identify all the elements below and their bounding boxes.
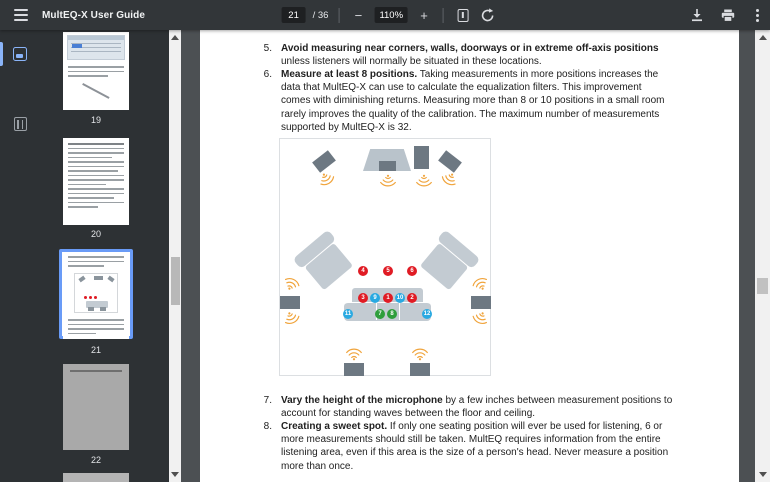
- list-text-rest: If only one seating position will ever be used for listening, 6 or more measurements should still be taken. MultEQ requires information from the entire listening area, even if this area is the size of a person's head. Never measure a position more than once.: [281, 421, 669, 472]
- mic-position-10: 10: [396, 295, 404, 301]
- list-item-5: [200, 42, 680, 68]
- rear-right-speaker: [410, 363, 430, 376]
- thumb-22-preview: [63, 364, 129, 450]
- mic-position-6: 6: [407, 266, 417, 276]
- sound-waves-icon: [467, 307, 494, 331]
- zoom-level-input[interactable]: 110%: [374, 7, 408, 23]
- sound-waves-icon: [413, 174, 435, 190]
- main-scroll-down-icon[interactable]: [759, 472, 767, 477]
- center-speaker: [379, 161, 396, 171]
- toolbar-right-controls: [688, 0, 764, 30]
- list-item-8: [200, 420, 680, 473]
- mic-position-2: 2: [407, 293, 417, 303]
- list-text: [281, 420, 673, 473]
- main-scrollbar[interactable]: [755, 30, 770, 482]
- document-title: MultEQ-X User Guide: [42, 9, 146, 21]
- thumbnail-page-21-selected[interactable]: [59, 249, 133, 339]
- thumbnail-label-21: 21: [90, 345, 101, 355]
- list-number: 8.: [263, 421, 272, 432]
- list-number: 5.: [263, 43, 272, 54]
- sidebar-rail: [0, 30, 40, 482]
- outline-view-button[interactable]: [0, 106, 40, 142]
- list-text-rest: unless listeners will normally be situated in these locations.: [281, 56, 542, 68]
- zoom-out-button[interactable]: −: [354, 7, 363, 23]
- print-button[interactable]: [719, 6, 737, 24]
- list-text-rest: Taking measurements in more positions increases the data that MultEQ-X can use to calculate the equalization filters. This improvement comes with diminishing returns. Measuring more than 8 or 10 positions in a small room rarely improves the quality of the calibration. The maximum number of measurements supported by MultEQ-X is 32.: [281, 69, 665, 133]
- fit-page-icon: [458, 9, 469, 22]
- thumbnail-label-19: 19: [90, 115, 101, 125]
- download-icon: [690, 8, 704, 22]
- list-text: [281, 68, 673, 134]
- thumbnail-page-19[interactable]: [63, 32, 129, 110]
- thumb-21-preview: [63, 256, 129, 339]
- mic-position-5: 5: [383, 266, 393, 276]
- sidebar-scroll-down-icon[interactable]: [171, 472, 179, 477]
- thumbnail-label-20: 20: [90, 229, 101, 239]
- list-text: [281, 394, 673, 420]
- sidebar-scrollbar-thumb[interactable]: [171, 257, 180, 305]
- list-number: 7.: [263, 395, 272, 406]
- sound-waves-icon: [435, 168, 462, 193]
- menu-icon[interactable]: [6, 0, 36, 30]
- thumbnail-page-20[interactable]: [63, 138, 129, 225]
- fit-page-button[interactable]: [454, 6, 472, 24]
- thumbnails-view-button[interactable]: [0, 36, 40, 72]
- pdf-page-21: [200, 30, 739, 482]
- list-item-7: [200, 394, 680, 420]
- list-text-bold: Vary the height of the microphone: [281, 395, 443, 406]
- thumbnails-icon: [13, 47, 27, 61]
- thumb-19-preview: [67, 35, 125, 60]
- thumbnail-label-22: 22: [90, 455, 101, 465]
- sound-waves-icon: [279, 271, 306, 295]
- sound-waves-icon: [467, 271, 494, 295]
- sidebar-scroll-up-icon[interactable]: [171, 35, 179, 40]
- list-text-bold: Creating a sweet spot.: [281, 421, 388, 432]
- list-text-bold: Measure at least 8 positions.: [281, 69, 418, 80]
- sound-waves-icon: [343, 345, 365, 361]
- list-number: 6.: [263, 69, 272, 80]
- rotate-ccw-icon: [481, 8, 495, 22]
- list-text: [281, 42, 673, 68]
- list-text-bold: Avoid measuring near corners, walls, doorways or in extreme off-axis positions: [281, 43, 659, 54]
- print-icon: [721, 9, 735, 22]
- thumb-19-figure: [79, 80, 113, 104]
- mic-position-11: 11: [344, 311, 352, 317]
- main-scrollbar-thumb[interactable]: [757, 278, 768, 294]
- sofa-seam: [399, 303, 400, 320]
- download-button[interactable]: [688, 6, 706, 24]
- page-total-label: / 36: [312, 9, 329, 21]
- sound-waves-icon: [377, 174, 399, 190]
- list-text-rest: by a few inches between measurement positions to account for standing waves between the floor and ceiling.: [281, 395, 673, 420]
- thumb-20-lines: [63, 138, 129, 208]
- rotate-button[interactable]: [479, 6, 497, 24]
- list-item-6: [200, 68, 680, 134]
- outline-icon: [14, 117, 27, 131]
- room-measurement-diagram: [279, 138, 491, 376]
- more-options-button[interactable]: [750, 9, 764, 22]
- toolbar-center-controls: [282, 0, 497, 30]
- thumbnail-sidebar: [0, 30, 181, 482]
- thumb-19-lines: [63, 63, 129, 77]
- thumbnail-page-22[interactable]: [63, 364, 129, 450]
- zoom-in-button[interactable]: +: [420, 7, 428, 23]
- sound-waves-icon: [279, 307, 306, 331]
- mic-position-7: 7: [375, 309, 385, 319]
- sound-waves-icon: [409, 345, 431, 361]
- toolbar: [0, 0, 770, 30]
- sidebar-scrollbar[interactable]: [169, 30, 181, 482]
- mic-position-12: 12: [423, 311, 431, 317]
- page-number-input[interactable]: 21: [282, 7, 306, 23]
- mic-position-1: 1: [383, 293, 393, 303]
- mic-position-9: 9: [370, 293, 380, 303]
- thumbnail-page-23-partial[interactable]: [63, 473, 129, 482]
- mic-position-4: 4: [358, 266, 368, 276]
- rear-left-speaker: [344, 363, 364, 376]
- mic-position-8: 8: [387, 309, 397, 319]
- toolbar-divider: [443, 8, 444, 23]
- mic-position-3: 3: [358, 293, 368, 303]
- subwoofer: [414, 146, 429, 169]
- toolbar-divider: [338, 8, 339, 23]
- main-scroll-up-icon[interactable]: [759, 35, 767, 40]
- viewer-area: [181, 30, 755, 482]
- sound-waves-icon: [313, 168, 340, 193]
